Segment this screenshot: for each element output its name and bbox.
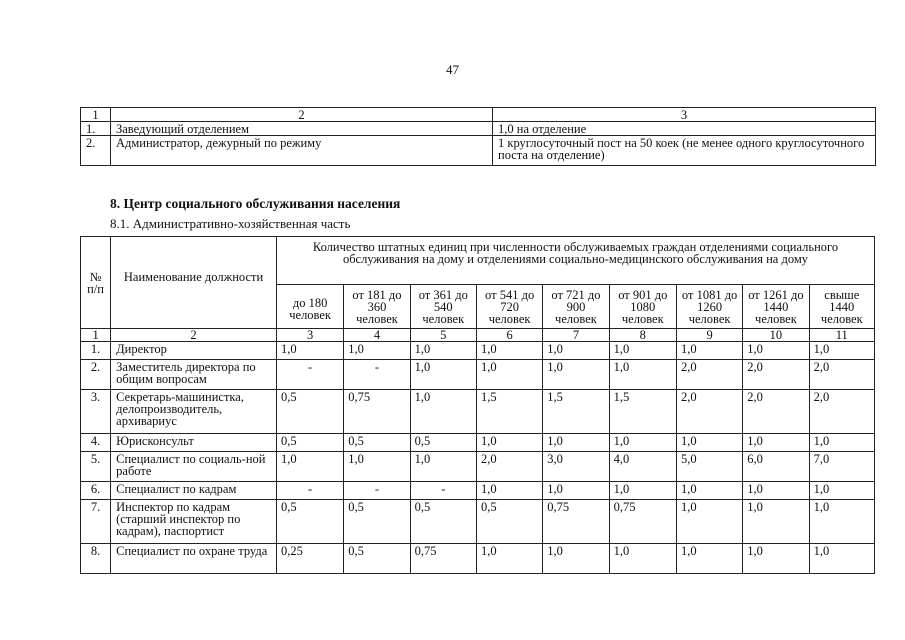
staff-count-cell: 1,0 — [476, 342, 542, 360]
staff-count-cell: 1,0 — [609, 342, 676, 360]
table-row — [81, 342, 875, 360]
staff-count-cell: 1,0 — [609, 360, 676, 390]
position-name: Секретарь-машинистка, делопроизводитель, архивариус — [111, 390, 277, 434]
staff-count-cell: - — [344, 360, 410, 390]
staff-count-cell: 1,0 — [609, 434, 676, 452]
staff-norm: 1 круглосуточный пост на 50 коек (не менее одного круглосуточного поста на отделение) — [493, 136, 876, 166]
staff-count-cell: 1,0 — [543, 360, 609, 390]
column-number-cell: 8 — [609, 329, 676, 342]
position-name: Специалист по социаль-ной работе — [111, 452, 277, 482]
staff-count-cell: 1,0 — [609, 544, 676, 574]
table-row — [81, 482, 875, 500]
row-number: 1. — [81, 342, 111, 360]
staff-count-cell: 1,0 — [410, 360, 476, 390]
staff-count-cell: 1,0 — [676, 544, 742, 574]
column-header-position: Наименование должности — [111, 237, 277, 329]
staff-count-cell: 0,5 — [410, 500, 476, 544]
staff-count-cell: 1,0 — [476, 544, 542, 574]
range-header: от 181 до 360 человек — [344, 285, 410, 329]
staff-count-cell: 2,0 — [809, 360, 874, 390]
column-number-cell: 9 — [676, 329, 742, 342]
staff-count-cell: 2,0 — [809, 390, 874, 434]
staff-count-cell: 1,0 — [609, 482, 676, 500]
staff-count-cell: 1,0 — [809, 342, 874, 360]
staff-count-cell: 1,0 — [476, 434, 542, 452]
position-name: Специалист по охране труда — [111, 544, 277, 574]
range-header: от 1081 до 1260 человек — [676, 285, 742, 329]
staff-count-cell: 1,0 — [809, 482, 874, 500]
table-row — [81, 136, 876, 166]
column-header-number: № п/п — [81, 237, 111, 329]
staff-count-cell: 2,0 — [676, 390, 742, 434]
staff-count-cell: 3,0 — [543, 452, 609, 482]
staff-count-cell: 0,75 — [410, 544, 476, 574]
staff-count-cell: - — [410, 482, 476, 500]
staff-count-cell: 0,75 — [344, 390, 410, 434]
range-header: от 1261 до 1440 человек — [743, 285, 809, 329]
staff-count-cell: 1,0 — [344, 342, 410, 360]
column-number-cell: 4 — [344, 329, 410, 342]
column-number-cell: 6 — [476, 329, 542, 342]
staff-count-cell: 1,0 — [276, 452, 343, 482]
staff-count-cell: 1,5 — [609, 390, 676, 434]
staff-count-cell: 2,0 — [743, 390, 809, 434]
staff-count-cell: 1,0 — [809, 434, 874, 452]
row-number: 5. — [81, 452, 111, 482]
staff-count-cell: 4,0 — [609, 452, 676, 482]
staff-count-cell: 1,0 — [743, 434, 809, 452]
staff-count-cell: 0,5 — [276, 500, 343, 544]
subsection-title: 8.1. Административно-хозяйственная часть — [110, 216, 351, 231]
table-row — [81, 390, 875, 434]
range-header: от 361 до 540 человек — [410, 285, 476, 329]
table-row — [81, 434, 875, 452]
column-number-cell: 2 — [111, 108, 493, 122]
staff-count-cell: 0,75 — [609, 500, 676, 544]
staff-count-cell: 1,0 — [476, 482, 542, 500]
column-number-cell: 7 — [543, 329, 609, 342]
column-number-cell: 3 — [276, 329, 343, 342]
column-number-cell: 1 — [81, 329, 111, 342]
column-number-cell: 2 — [111, 329, 277, 342]
table-row — [81, 544, 875, 574]
table-row — [81, 500, 875, 544]
staff-count-cell: 1,5 — [476, 390, 542, 434]
row-number: 4. — [81, 434, 111, 452]
staff-count-cell: 1,0 — [809, 544, 874, 574]
staff-count-cell: 0,5 — [476, 500, 542, 544]
position-name: Специалист по кадрам — [111, 482, 277, 500]
staff-count-cell: 1,0 — [543, 482, 609, 500]
staff-count-cell: 7,0 — [809, 452, 874, 482]
position-name: Инспектор по кадрам (старший инспектор по кадрам), паспортист — [111, 500, 277, 544]
staff-count-cell: 1,0 — [743, 500, 809, 544]
range-header: до 180 человек — [276, 285, 343, 329]
column-number-cell: 1 — [81, 108, 111, 122]
row-number: 8. — [81, 544, 111, 574]
staff-count-cell: 0,5 — [344, 544, 410, 574]
staff-count-cell: 1,0 — [676, 342, 742, 360]
staff-count-cell: 1,0 — [676, 434, 742, 452]
staff-count-cell: 0,75 — [543, 500, 609, 544]
staff-table-continued — [80, 107, 876, 166]
staff-count-cell: 1,0 — [410, 390, 476, 434]
position-name: Заведующий отделением — [111, 122, 493, 136]
column-header-group: Количество штатных единиц при численности обслуживаемых граждан отделениями социального обслуживания на дому и отделениями социально-медицинского обслуживания на дому — [276, 237, 874, 285]
table-row — [81, 452, 875, 482]
table-row — [81, 122, 876, 136]
staff-count-cell: 0,5 — [276, 434, 343, 452]
staff-count-cell: 0,5 — [344, 500, 410, 544]
page-number: 47 — [446, 62, 459, 77]
column-number-cell: 10 — [743, 329, 809, 342]
section-title: 8. Центр социального обслуживания населения — [110, 196, 401, 211]
column-numbers-row — [81, 329, 875, 342]
staff-count-cell: 1,0 — [476, 360, 542, 390]
staff-count-cell: 1,5 — [543, 390, 609, 434]
staff-count-cell: 1,0 — [410, 342, 476, 360]
column-number-cell: 5 — [410, 329, 476, 342]
staff-norms-table — [80, 236, 875, 574]
staff-count-cell: 1,0 — [676, 500, 742, 544]
range-header: от 721 до 900 человек — [543, 285, 609, 329]
staff-count-cell: 1,0 — [743, 482, 809, 500]
position-name: Юрисконсульт — [111, 434, 277, 452]
position-name: Директор — [111, 342, 277, 360]
table-row — [81, 360, 875, 390]
staff-count-cell: 1,0 — [543, 434, 609, 452]
staff-count-cell: 0,5 — [344, 434, 410, 452]
staff-count-cell: 1,0 — [543, 342, 609, 360]
staff-count-cell: 1,0 — [344, 452, 410, 482]
table-header-row — [81, 108, 876, 122]
column-number-cell: 3 — [493, 108, 876, 122]
staff-count-cell: 0,25 — [276, 544, 343, 574]
column-number-cell: 11 — [809, 329, 874, 342]
range-header: от 541 до 720 человек — [476, 285, 542, 329]
row-number: 7. — [81, 500, 111, 544]
row-number: 2. — [81, 136, 111, 166]
row-number: 1. — [81, 122, 111, 136]
staff-count-cell: 1,0 — [543, 544, 609, 574]
header-row-group — [81, 237, 875, 285]
range-header: от 901 до 1080 человек — [609, 285, 676, 329]
row-number: 6. — [81, 482, 111, 500]
staff-count-cell: - — [276, 360, 343, 390]
staff-count-cell: - — [276, 482, 343, 500]
staff-count-cell: 2,0 — [476, 452, 542, 482]
staff-count-cell: 1,0 — [410, 452, 476, 482]
staff-count-cell: 0,5 — [276, 390, 343, 434]
position-name: Администратор, дежурный по режиму — [111, 136, 493, 166]
staff-count-cell: 1,0 — [676, 482, 742, 500]
staff-norm: 1,0 на отделение — [493, 122, 876, 136]
row-number: 3. — [81, 390, 111, 434]
staff-count-cell: 2,0 — [676, 360, 742, 390]
staff-count-cell: 2,0 — [743, 360, 809, 390]
range-header: свыше 1440 человек — [809, 285, 874, 329]
staff-count-cell: 1,0 — [743, 342, 809, 360]
staff-count-cell: 1,0 — [809, 500, 874, 544]
staff-count-cell: - — [344, 482, 410, 500]
row-number: 2. — [81, 360, 111, 390]
staff-count-cell: 0,5 — [410, 434, 476, 452]
position-name: Заместитель директора по общим вопросам — [111, 360, 277, 390]
staff-count-cell: 1,0 — [276, 342, 343, 360]
staff-count-cell: 6,0 — [743, 452, 809, 482]
staff-count-cell: 1,0 — [743, 544, 809, 574]
staff-count-cell: 5,0 — [676, 452, 742, 482]
